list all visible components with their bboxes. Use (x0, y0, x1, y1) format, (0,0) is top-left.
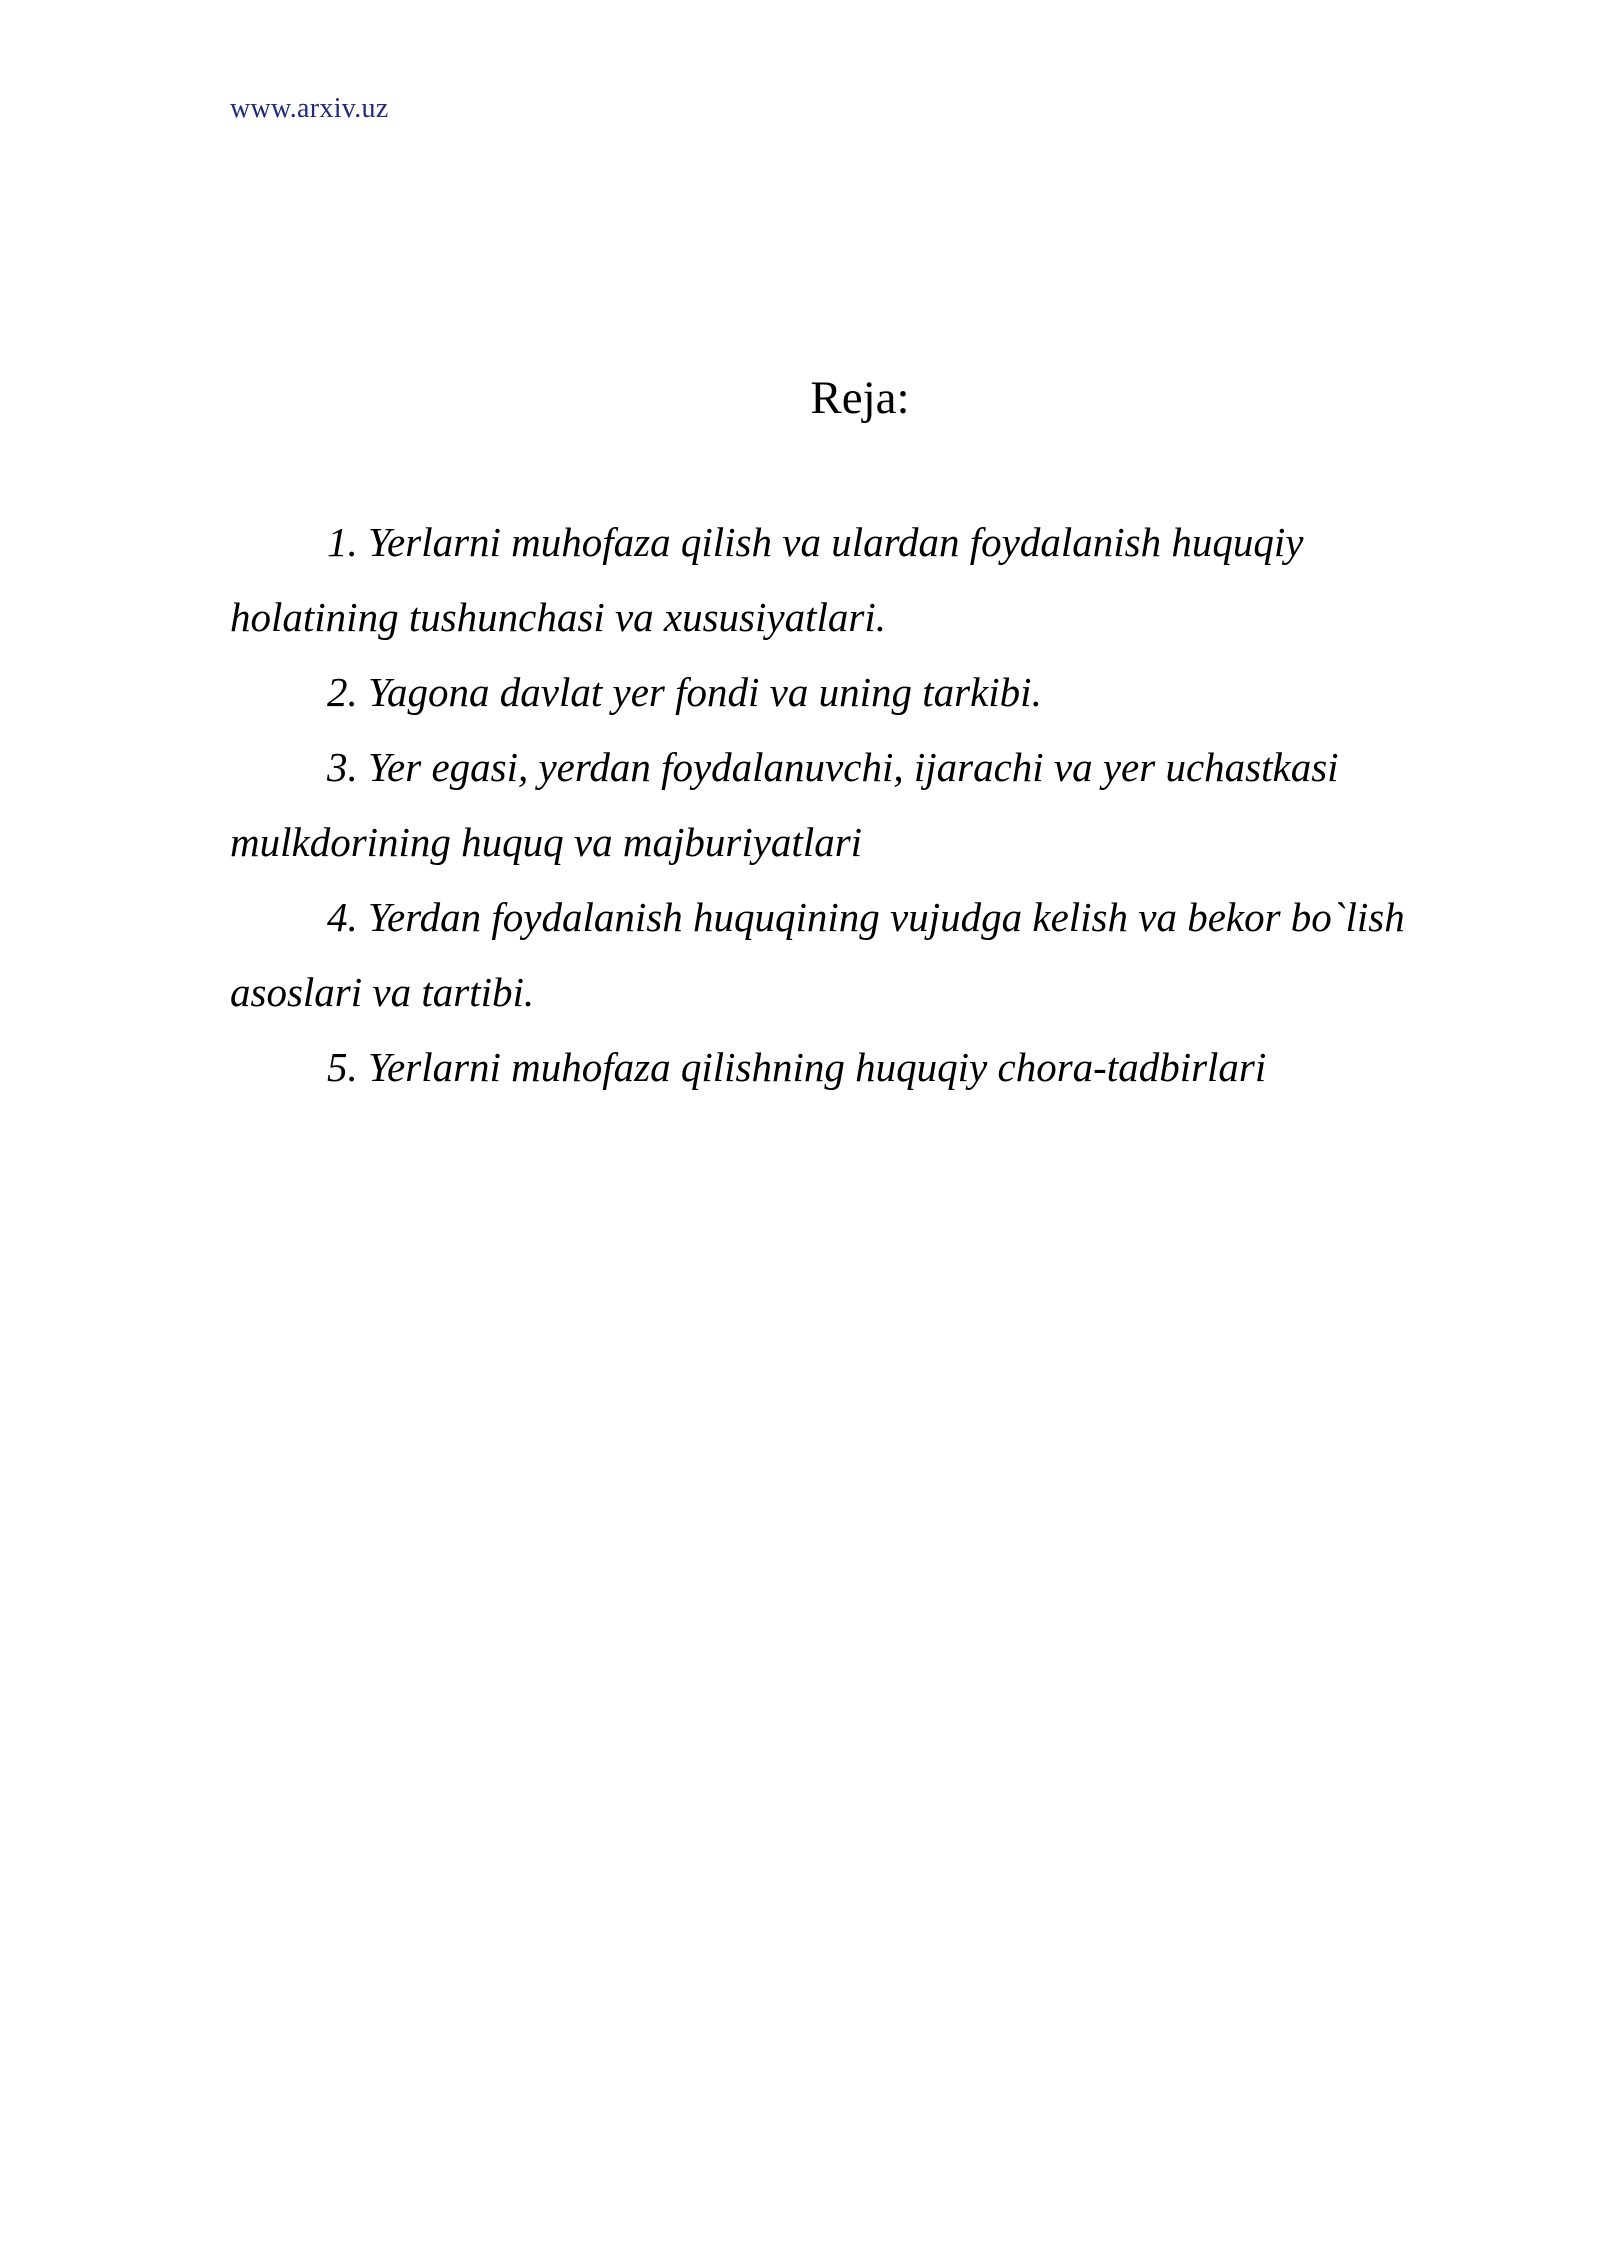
site-header-link[interactable]: www.arxiv.uz (230, 93, 389, 124)
plan-item-line: mulkdorining huquq va majburiyatlari (230, 819, 863, 865)
plan-list (230, 505, 1480, 1105)
plan-item-2 (230, 655, 1480, 730)
plan-item-5 (230, 1030, 1480, 1105)
plan-item-4 (230, 880, 1480, 1030)
page-title: Reja: (810, 372, 910, 424)
plan-item-line: holatining tushunchasi va xususiyatlari. (230, 594, 886, 640)
plan-item-1 (230, 505, 1480, 655)
plan-item-line: 4. Yerdan foydalanish huquqining vujudga kelish va bekor bo`lish (327, 894, 1405, 940)
plan-item-line: 3. Yer egasi, yerdan foydalanuvchi, ijarachi va yer uchastkasi (327, 744, 1339, 790)
plan-item-3 (230, 730, 1480, 880)
plan-item-line: 5. Yerlarni muhofaza qilishning huquqiy chora-tadbirlari (327, 1044, 1267, 1090)
plan-item-line: asoslari va tartibi. (230, 969, 535, 1015)
plan-item-line: 2. Yagona davlat yer fondi va uning tarkibi. (327, 669, 1042, 715)
plan-item-line: 1. Yerlarni muhofaza qilish va ulardan foydalanish huquqiy (327, 519, 1304, 565)
